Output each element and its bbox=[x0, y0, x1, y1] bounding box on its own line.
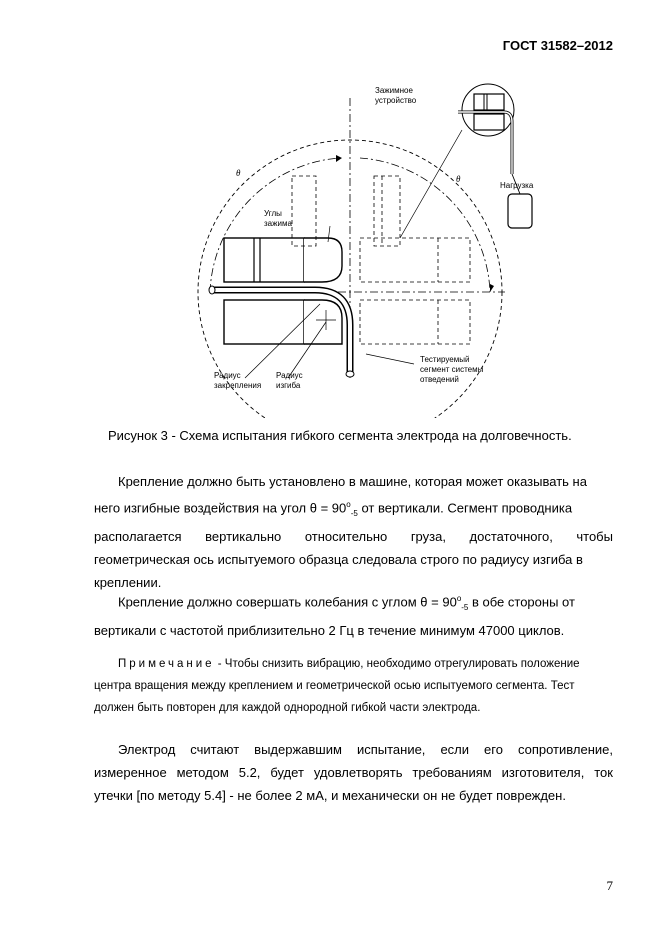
bend-radius-label-1: Радиус bbox=[276, 371, 303, 380]
p1-word: достаточного, bbox=[469, 528, 553, 544]
p2-line-2: вертикали с частотой приблизительно 2 Гц в течение минимум 47000 циклов. bbox=[94, 622, 565, 638]
bend-radius-label-2: изгиба bbox=[276, 381, 301, 390]
paragraph-2 bbox=[94, 587, 613, 642]
load-label: Нагрузка bbox=[500, 181, 534, 190]
figure-caption: Рисунок 3 - Схема испытания гибкого сегмента электрода на долговечность. bbox=[108, 428, 572, 443]
p1-line-4: геометрическая ось испытуемого образца следовала строго по радиусу изгиба в bbox=[94, 551, 583, 567]
segment-label-2: сегмент системы bbox=[420, 365, 484, 374]
document-header: ГОСТ 31582–2012 bbox=[502, 38, 613, 53]
p1-line-2a: него изгибные воздействия на угол θ = 90 bbox=[94, 500, 347, 516]
p3-line-2 bbox=[94, 761, 613, 784]
p1-word: груза, bbox=[410, 528, 446, 544]
page-number: 7 bbox=[606, 878, 613, 893]
p2-sub: -5 bbox=[461, 602, 469, 612]
p3-word: считают bbox=[190, 742, 240, 757]
p1-sub: -5 bbox=[350, 508, 358, 518]
paragraph-1 bbox=[94, 470, 613, 594]
p1-word: располагается bbox=[94, 528, 182, 544]
theta-left-label: θ bbox=[236, 168, 241, 178]
p2-line-1a: Крепление должно совершать колебания с углом θ = 90 bbox=[118, 594, 457, 610]
note-block bbox=[94, 653, 613, 719]
load-weight bbox=[508, 194, 532, 228]
jaw-angles-label-1: Углы bbox=[264, 209, 282, 218]
p3-word: сопротивление, bbox=[517, 742, 613, 757]
p3-word: удовлетворять bbox=[313, 765, 403, 780]
fix-radius-label-2: закрепления bbox=[214, 381, 262, 390]
p3-word: Электрод bbox=[118, 742, 176, 757]
test-diagram bbox=[170, 78, 630, 418]
p2-line-1 bbox=[94, 587, 613, 619]
p3-word: выдержавшим bbox=[254, 742, 342, 757]
lower-jaw-block bbox=[224, 300, 304, 344]
note-label: Примечание bbox=[118, 658, 215, 670]
p3-word: 5.2, bbox=[238, 765, 261, 780]
note-line-3: должен быть повторен для каждой однородной гибкой части электрода. bbox=[94, 702, 481, 714]
p3-line-3: утечки [по методу 5.4] - не более 2 мА, и механически он не будет поврежден. bbox=[94, 788, 566, 803]
p3-word: если bbox=[440, 742, 470, 757]
p3-word: методом bbox=[176, 765, 229, 780]
p3-word: требованиям bbox=[412, 765, 492, 780]
p1-line-3 bbox=[94, 525, 613, 548]
p3-word: изготовителя, bbox=[501, 765, 585, 780]
paragraph-3 bbox=[94, 738, 613, 807]
p1-line-5: креплении. bbox=[94, 574, 162, 590]
p1-word: вертикально bbox=[205, 528, 282, 544]
p3-word: измеренное bbox=[94, 765, 167, 780]
fix-radius-label-1: Радиус bbox=[214, 371, 241, 380]
clamp-label-2: устройство bbox=[375, 96, 417, 105]
p2-sup: o bbox=[456, 594, 462, 603]
p3-word: испытание, bbox=[356, 742, 426, 757]
p1-line-2 bbox=[94, 493, 613, 525]
p1-line-2b: от вертикали. Сегмент проводника bbox=[357, 500, 573, 516]
p3-line-1 bbox=[94, 738, 613, 761]
p2-line-1b: в обе стороны от bbox=[468, 594, 575, 610]
p1-word: чтобы bbox=[576, 528, 613, 544]
theta-right-label: θ bbox=[456, 174, 461, 184]
p1-line-1: Крепление должно быть установлено в машине, которая может оказывать на bbox=[118, 474, 587, 489]
note-line-2: центра вращения между креплением и геометрической осью испытуемого сегмента. Тест bbox=[94, 680, 575, 692]
clamp-label-1: Зажимное bbox=[375, 86, 413, 95]
p3-word: его bbox=[484, 742, 503, 757]
note-line-1 bbox=[94, 653, 613, 675]
p1-sup: o bbox=[346, 500, 351, 509]
jaw-angles-label-2: зажима bbox=[264, 219, 292, 228]
p3-word: будет bbox=[270, 765, 304, 780]
segment-label-1: Тестируемый bbox=[420, 355, 470, 364]
diagram-svg bbox=[170, 78, 630, 418]
note-line-1-text: - Чтобы снизить вибрацию, необходимо отрегулировать положение bbox=[214, 658, 580, 670]
p3-word: ток bbox=[594, 765, 613, 780]
segment-label-3: отведений bbox=[420, 375, 459, 384]
p1-word: относительно bbox=[304, 528, 388, 544]
